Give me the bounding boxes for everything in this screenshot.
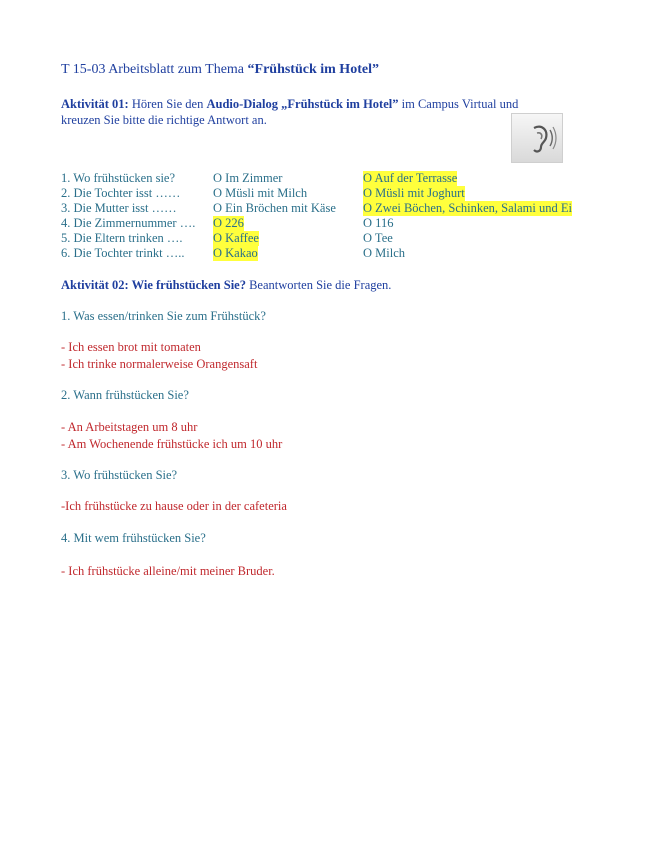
question-text: 4. Die Zimmernummer …. [61,216,196,230]
question-text: 6. Die Tochter trinkt ….. [61,246,185,260]
answer-option-b[interactable]: O Tee [363,231,393,245]
section2-answer: - Ich essen brot mit tomaten [61,340,201,354]
section2-answer: - Ich frühstücke alleine/mit meiner Bruder. [61,564,275,578]
activity2-label: Aktivität 02: Wie frühstücken Sie? [61,278,246,292]
section2-answer: - Am Wochenende frühstücke ich um 10 uhr [61,437,283,451]
answer-option-a[interactable]: O Kakao [213,246,258,260]
activity2-instructions [61,278,391,293]
answer-option-a[interactable]: O Ein Bröchen mit Käse [213,201,336,215]
answer-option-b[interactable]: O Müsli mit Joghurt [363,186,465,200]
section2-question: 4. Mit wem frühstücken Sie? [61,531,206,545]
title-prefix: T 15-03 Arbeitsblatt zum Thema [61,62,248,77]
title-topic: “Frühstück im Hotel” [247,62,379,77]
section2-answer: - Ich trinke normalerweise Orangensaft [61,357,258,371]
activity2-text: Beantworten Sie die Fragen. [245,278,392,292]
question-text: 3. Die Mutter isst …… [61,201,177,215]
answer-option-a[interactable]: O Im Zimmer [213,171,283,185]
answer-option-b[interactable]: O Zwei Böchen, Schinken, Salami und Ei [363,201,572,215]
answer-option-b[interactable]: O Auf der Terrasse [363,171,458,185]
activity1-label: Aktivität 01: [61,97,129,111]
activity1-text-b: im Campus Virtual und [398,97,519,111]
section2-answer: -Ich frühstücke zu hause oder in der cafeteria [61,499,287,513]
section2-question: 1. Was essen/trinken Sie zum Frühstück? [61,309,266,323]
question-text: 2. Die Tochter isst …… [61,186,181,200]
section2-question: 3. Wo frühstücken Sie? [61,468,178,482]
page-title [61,62,379,78]
question-text: 5. Die Eltern trinken …. [61,231,183,245]
answer-option-a[interactable]: O Müsli mit Milch [213,186,308,200]
activity1-instructions [61,96,518,128]
section2-question: 2. Wann frühstücken Sie? [61,388,189,402]
ear-icon-graphic [512,114,564,164]
question-text: 1. Wo frühstücken sie? [61,171,176,185]
answer-option-a[interactable]: O Kaffee [213,231,259,245]
answer-option-b[interactable]: O 116 [363,216,394,230]
activity1-line2: kreuzen Sie bitte die richtige Antwort an. [61,113,267,127]
activity1-audio-title: Audio-Dialog „Frühstück im Hotel” [206,97,399,111]
activity1-text-a: Hören Sie den [128,97,207,111]
section2-answer: - An Arbeitstagen um 8 uhr [61,420,198,434]
answer-option-a[interactable]: O 226 [213,216,244,230]
ear-icon[interactable] [511,113,563,163]
answer-option-b[interactable]: O Milch [363,246,406,260]
